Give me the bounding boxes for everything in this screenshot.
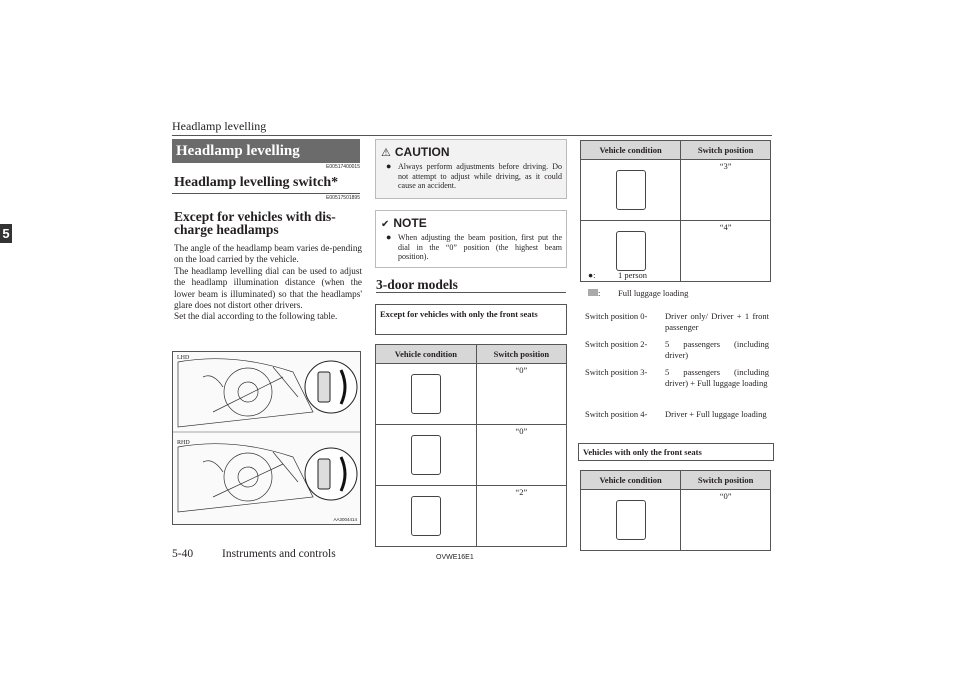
paragraph-3: Set the dial according to the following table. [174,311,338,322]
page-number: 5-40 [172,548,194,560]
chapter-tab: 5 [0,224,12,243]
dashboard-illustration [173,352,360,524]
footer-section: Instruments and controls [222,548,336,560]
note-icon: ✔ [381,219,390,230]
list-item [585,339,771,367]
switch-position-cell: “3” [681,160,771,221]
column-header: Switch position [476,345,566,364]
paragraph-1: The angle of the headlamp beam varies de-pending on the load carried by the vehicle. [174,243,363,265]
table-row [376,486,567,547]
condition-table-front-seats [580,470,771,551]
table-row [376,425,567,486]
column-header: Switch position [681,471,771,490]
column-header: Vehicle condition [581,471,681,490]
column-header: Vehicle condition [581,141,681,160]
legend-text: Full luggage loading [618,288,689,298]
car-seat-icon [411,496,441,536]
switch-label: Switch position 0- [585,311,648,321]
legend-text: 1 person [618,270,648,280]
note-box [375,210,567,268]
car-seat-icon [616,170,646,210]
page-title: Headlamp levelling [172,139,360,163]
legend-luggage [588,288,689,298]
header-rule [172,135,772,136]
table-row [581,160,771,221]
caution-header [381,143,450,161]
switch-position-cell: “0” [476,425,566,486]
switch-desc: 5 passengers (including driver) [665,339,769,360]
note-label: NOTE [393,216,427,230]
switch-position-cell: “2” [476,486,566,547]
subsection-box-front-seats: Vehicles with only the front seats [578,443,774,461]
subtitle: Headlamp levelling switch* [174,175,339,190]
lhd-label: LHD [177,355,190,361]
car-seat-icon [411,374,441,414]
subtitle-block [174,175,360,191]
switch-desc: Driver + Full luggage loading [665,409,767,419]
column-header: Vehicle condition [376,345,477,364]
warning-triangle-icon: ⚠ [381,147,391,159]
note-header [381,214,427,232]
switch-position-cell: “0” [476,364,566,425]
switch-label: Switch position 3- [585,367,648,377]
vehicle-condition-cell [581,490,681,551]
running-title: Headlamp levelling [172,119,267,133]
table-row [376,364,567,425]
switch-label: Switch position 2- [585,339,648,349]
caution-text: Always perform adjustments before driving. Do not attempt to adjust while driving, as it could cause an accident. [398,162,562,191]
body-text [174,243,362,323]
vehicle-condition-cell [376,364,477,425]
paragraph-2: The headlamp levelling dial can be used to adjust the headlamp illumination distance (when the lower beam is illuminated) so that the headlamps' glare does not distort other drivers. [174,265,362,311]
subtitle-code: E00517501895 [326,195,360,201]
car-seat-icon [616,500,646,540]
car-seat-icon [411,435,441,475]
rhd-label: RHD [177,440,190,446]
section-heading-3door: 3-door models [376,277,458,292]
title-code: E00517400015 [326,164,360,170]
condition-table-continued [580,140,771,282]
list-item [585,367,771,409]
list-item [585,409,771,437]
section-heading: Except for vehicles with dis-charge headlamps [174,209,336,237]
caution-box [375,139,567,199]
condition-table-3door [375,344,567,547]
bullet-icon: ● [386,232,392,242]
switch-label: Switch position 4- [585,409,648,419]
list-item [585,311,771,339]
subsection-box: Except for vehicles with only the front seats [375,304,567,335]
figure-code: AA3004414 [333,517,357,522]
doc-code: OVWE16E1 [436,554,474,561]
bullet-icon: ● [386,161,392,171]
subtitle-rule [172,193,360,194]
switch-position-list [585,311,771,437]
vehicle-condition-cell [581,160,681,221]
legend-symbol: : [598,288,601,298]
section-rule [376,292,566,293]
column-header: Switch position [681,141,771,160]
switch-desc: Driver only/ Driver + 1 front passenger [665,311,769,332]
legend-person [588,270,648,280]
switch-desc: 5 passengers (including driver) + Full luggage loading [665,367,769,388]
vehicle-condition-cell [376,425,477,486]
car-seat-icon [616,231,646,271]
note-text: When adjusting the beam position, first put the dial in the “0” position (the highest beam position). [398,233,562,262]
caution-label: CAUTION [394,145,450,159]
table-row [581,490,771,551]
legend-symbol: ●: [588,270,596,280]
switch-position-cell: “0” [681,490,771,551]
luggage-swatch-icon [588,288,601,298]
table-row [581,221,771,282]
vehicle-condition-cell [376,486,477,547]
dashboard-figure [172,351,361,525]
switch-position-cell: “4” [681,221,771,282]
